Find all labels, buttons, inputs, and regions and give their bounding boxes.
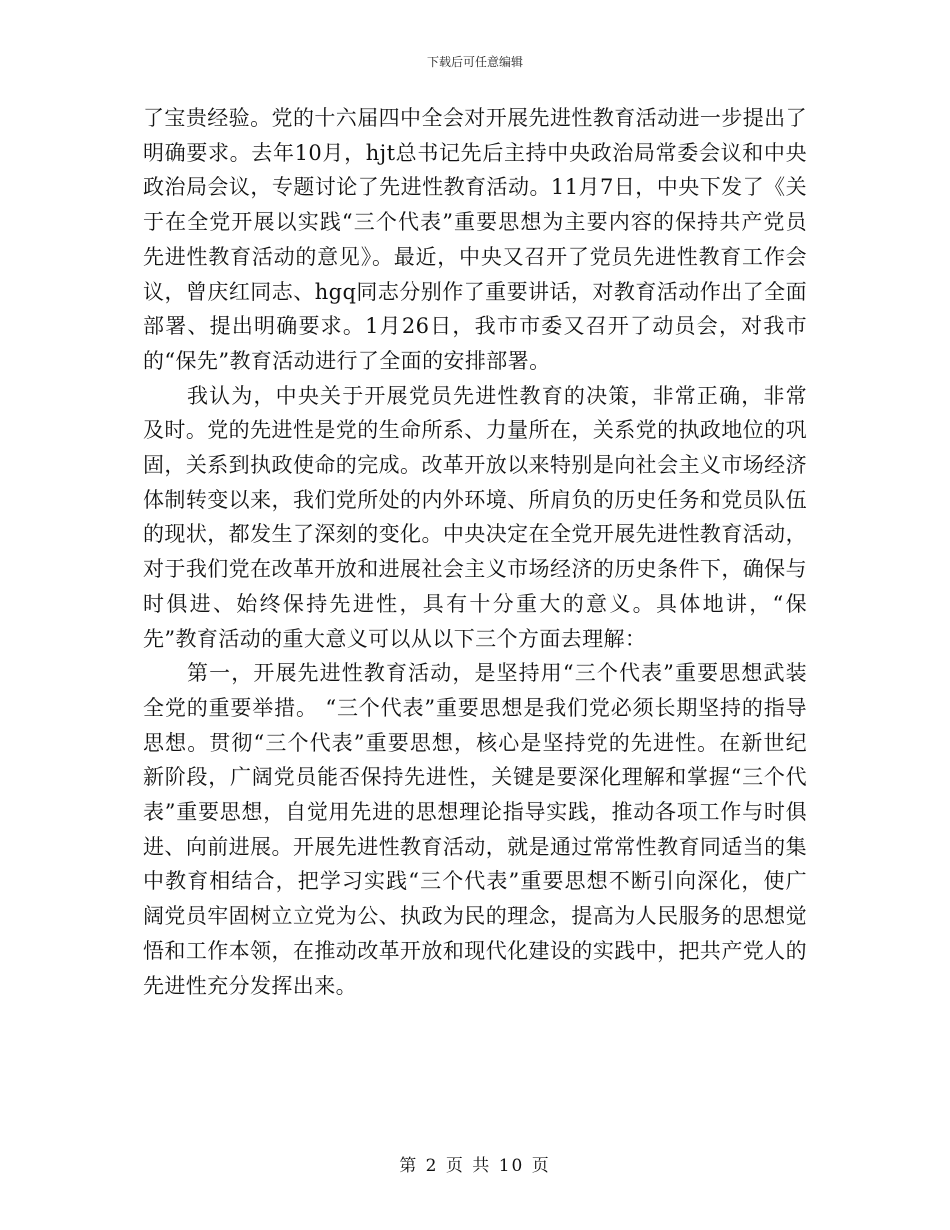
document-body [143,101,807,1003]
page-number-footer: 第 2 页 共 10 页 [399,1156,551,1176]
paragraph-continued: 了宝贵经验。党的十六届四中全会对开展先进性教育活动进一步提出了明确要求。去年10月，hjt总书记先后主持中央政治局常委会议和中央政治局会议，专题讨论了先进性教育活动。11月7日，中央下发了《关于在全党开展以实践“三个代表”重要思想为主要内容的保持共产党员先进性教育活动的意见》。最近，中央又召开了党员先进性教育工作会议，曾庆红同志、hgq同志分别作了重要讲话，对教育活动作出了全面部署、提出明确要求。1月26日，我市市委又召开了动员会，对我市的“保先”教育活动进行了全面的安排部署。 [143,106,807,373]
paragraph-first-point: 第一，开展先进性教育活动，是坚持用“三个代表”重要思想武装全党的重要举措。 “三个代表”重要思想是我们党必须长期坚持的指导思想。贯彻“三个代表”重要思想，核心是坚持党的先进性。在新世纪新阶段，广阔党员能否保持先进性，关键是要深化理解和掌握“三个代表”重要思想，自觉用先进的思想理论指导实践，推动各项工作与时俱进、向前进展。开展先进性教育活动，就是通过常常性教育同适当的集中教育相结合，把学习实践“三个代表”重要思想不断引向深化，使广阔党员牢固树立立党为公、执政为民的理念，提高为人民服务的思想觉悟和工作本领，在推动改革开放和现代化建设的实践中，把共产党人的先进性充分发挥出来。 [143,661,807,998]
paragraph-significance: 我认为，中央关于开展党员先进性教育的决策，非常正确，非常及时。党的先进性是党的生命所系、力量所在，关系党的执政地位的巩固，关系到执政使命的完成。改革开放以来特别是向社会主义市场经济体制转变以来，我们党所处的内外环境、所肩负的历史任务和党员队伍的现状，都发生了深刻的变化。中央决定在全党开展先进性教育活动，对于我们党在改革开放和进展社会主义市场经济的历史条件下，确保与时俱进、始终保持先进性，具有十分重大的意义。具体地讲，“保先”教育活动的重大意义可以从以下三个方面去理解： [143,383,807,651]
page-header: 下载后可任意编辑 [426,55,523,69]
